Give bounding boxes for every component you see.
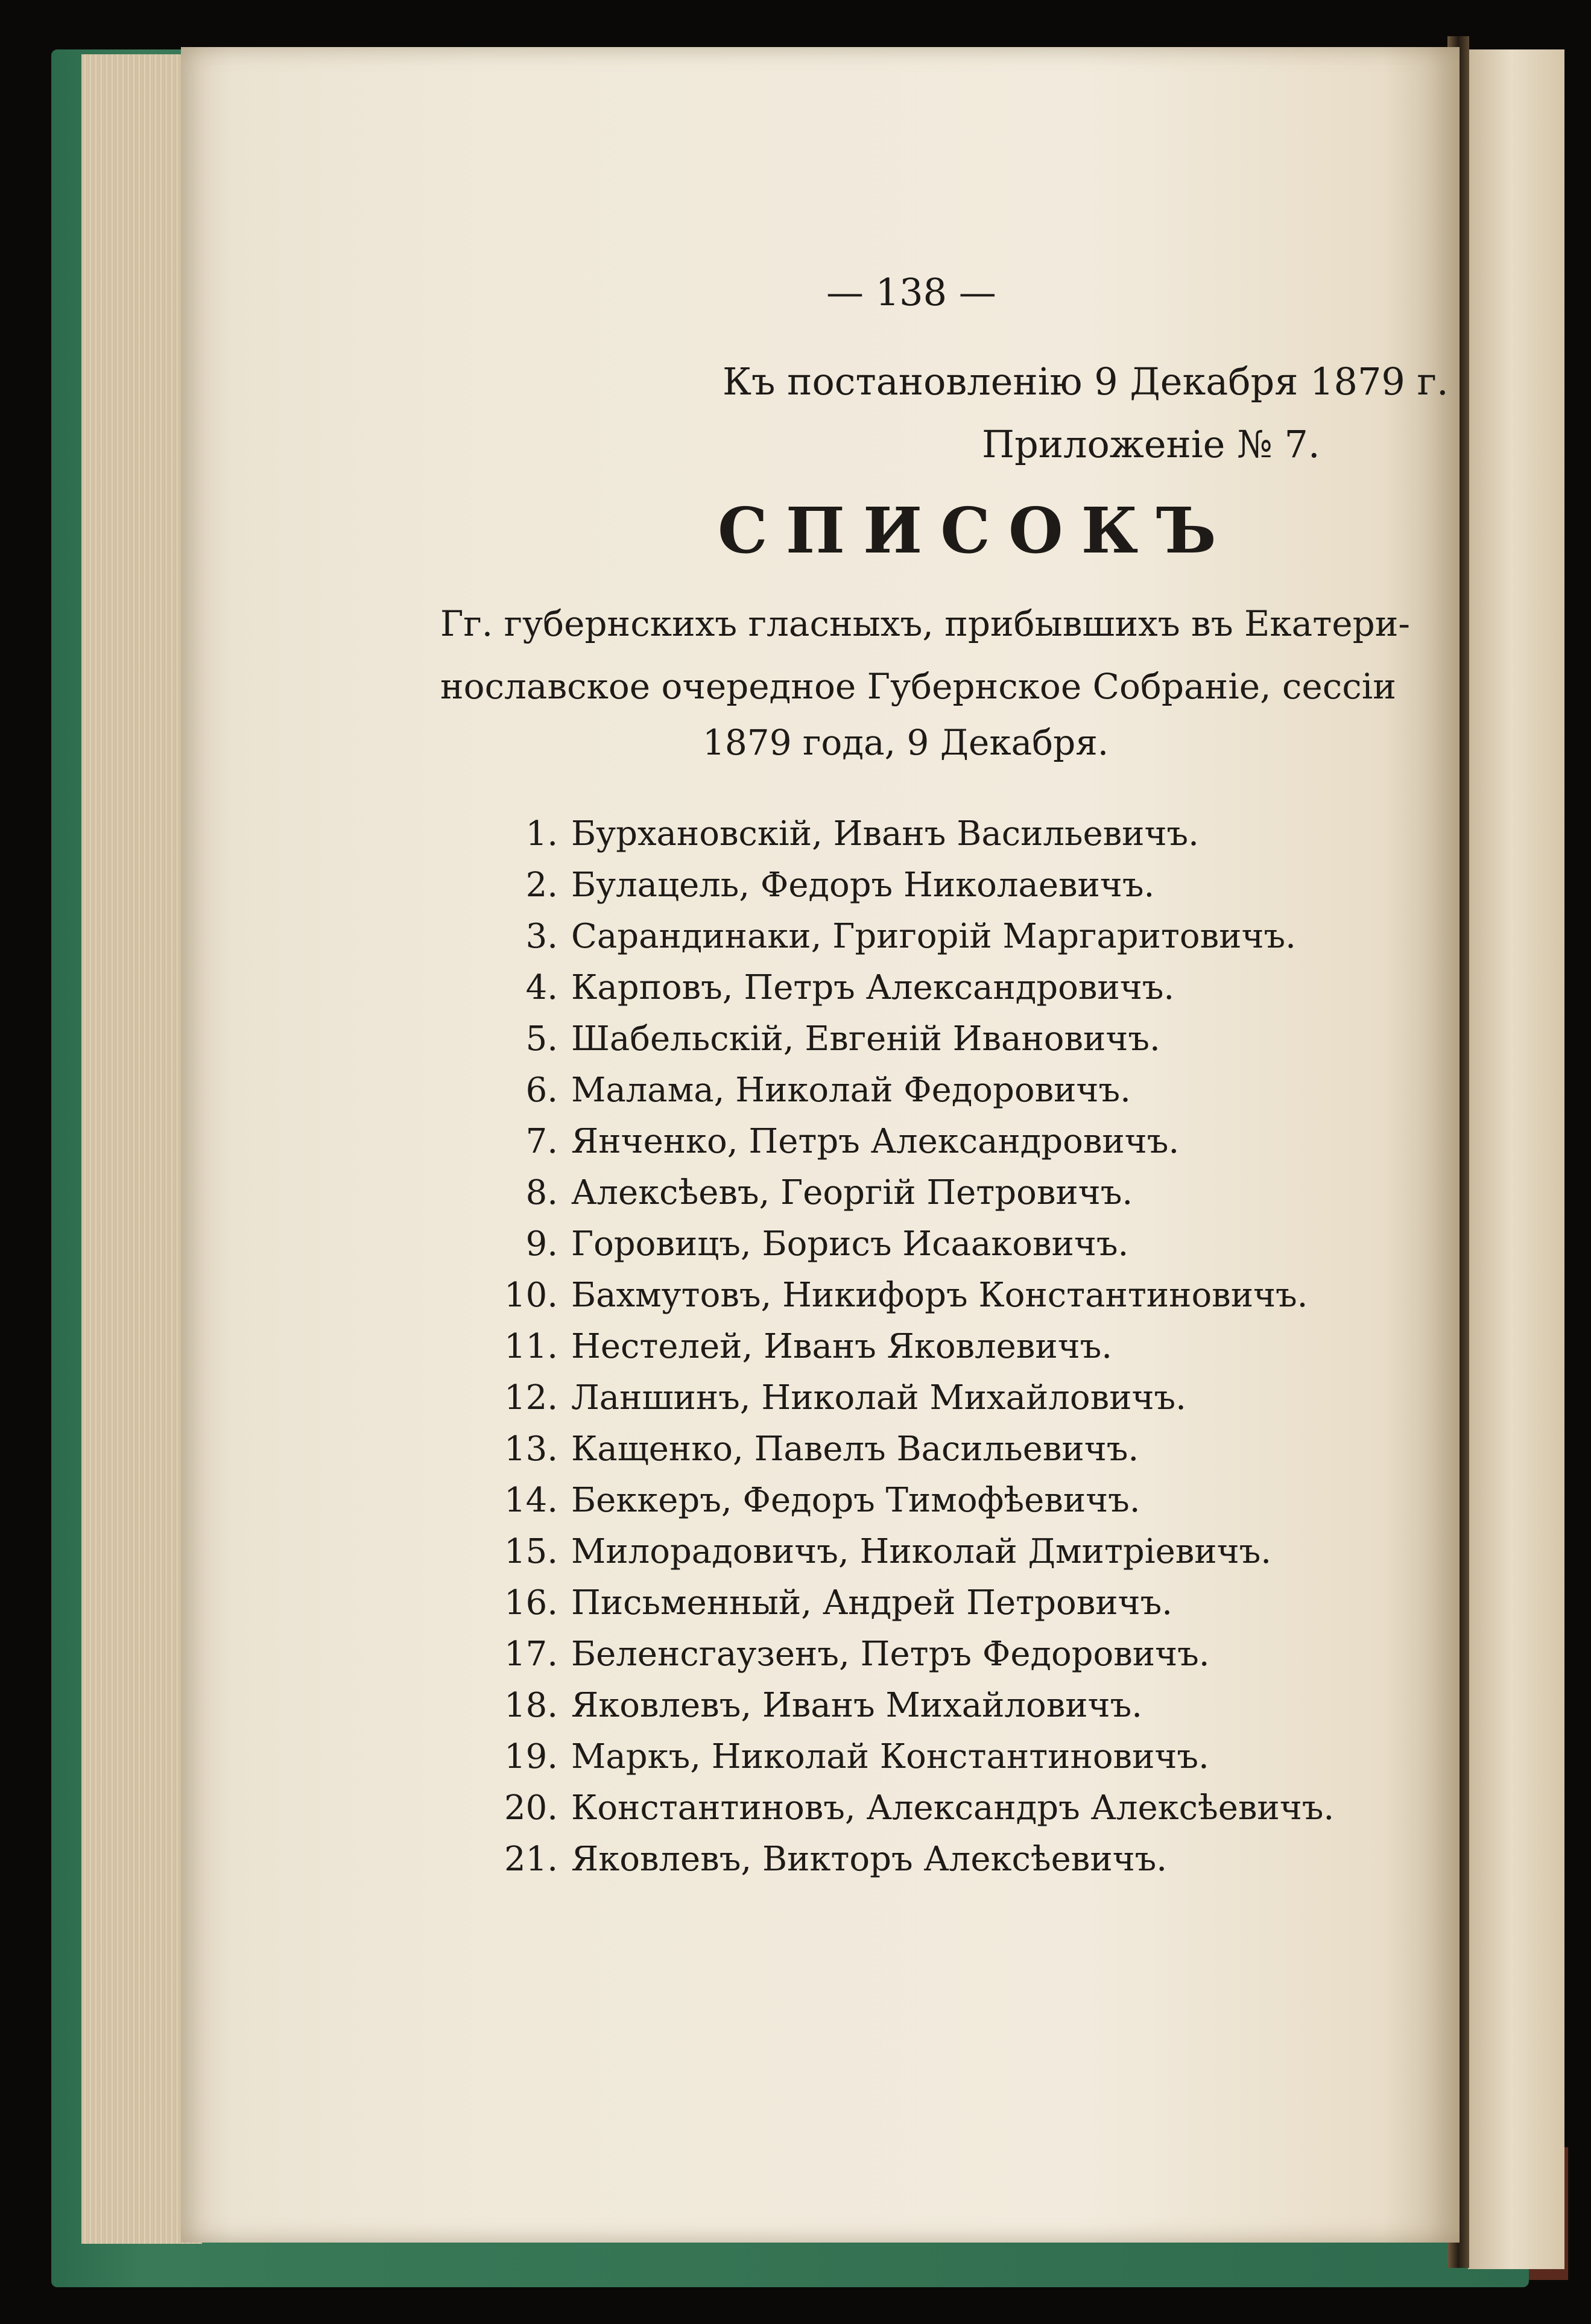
member-name: Маркъ, Николай Константиновичъ. [571, 1737, 1209, 1776]
subtitle-line-1: Гг. губернскихъ гласныхъ, прибывшихъ въ Екатери- [440, 603, 1410, 644]
list-item [495, 1321, 1334, 1372]
list-item [495, 1218, 1334, 1270]
member-name: Милорадовичъ, Николай Дмитріевичъ. [571, 1532, 1272, 1571]
appendix-label: Приложеніе № 7. [982, 422, 1320, 466]
item-number: 18. [504, 1686, 558, 1725]
member-name: Булацель, Федоръ Николаевичъ. [571, 866, 1155, 905]
list-item [495, 1475, 1334, 1526]
member-name: Янченко, Петръ Александровичъ. [571, 1122, 1180, 1161]
item-number: 15. [504, 1532, 558, 1571]
member-name: Алексѣевъ, Георгій Петровичъ. [571, 1173, 1133, 1212]
item-number: 16. [504, 1583, 558, 1623]
list-item [495, 1834, 1334, 1885]
member-name: Малама, Николай Федоровичъ. [571, 1071, 1131, 1110]
item-number: 12. [504, 1378, 558, 1417]
list-item [495, 1167, 1334, 1218]
member-name: Шабельскій, Евгеній Ивановичъ. [571, 1019, 1160, 1059]
item-number: 20. [504, 1788, 558, 1828]
list-item [495, 808, 1334, 860]
member-name: Сарандинаки, Григорій Маргаритовичъ. [571, 917, 1296, 956]
member-name: Константиновъ, Александръ Алексѣевичъ. [571, 1788, 1335, 1828]
list-item [495, 1372, 1334, 1423]
item-number: 3. [525, 917, 558, 956]
item-number: 9. [525, 1224, 558, 1264]
item-number: 4. [525, 968, 558, 1007]
facing-page [1468, 49, 1564, 2269]
member-name: Карповъ, Петръ Александровичъ. [571, 968, 1175, 1007]
member-name: Беккеръ, Федоръ Тимофѣевичъ. [571, 1481, 1140, 1520]
item-number: 5. [525, 1019, 558, 1059]
member-name: Кащенко, Павелъ Васильевичъ. [571, 1430, 1139, 1469]
member-name: Бурхановскій, Иванъ Васильевичъ. [571, 814, 1199, 853]
item-number: 13. [504, 1430, 558, 1469]
item-number: 7. [525, 1122, 558, 1161]
members-list [495, 808, 1334, 1885]
item-number: 17. [504, 1635, 558, 1674]
item-number: 2. [525, 866, 558, 905]
member-name: Беленсгаузенъ, Петръ Федоровичъ. [571, 1635, 1210, 1674]
member-name: Яковлевъ, Иванъ Михайловичъ. [571, 1686, 1142, 1725]
member-name: Яковлевъ, Викторъ Алексѣевичъ. [571, 1840, 1168, 1879]
member-name: Письменный, Андрей Петровичъ. [571, 1583, 1173, 1623]
member-name: Горовицъ, Борисъ Исааковичъ. [571, 1224, 1129, 1264]
list-item [495, 1065, 1334, 1116]
list-item [495, 1423, 1334, 1475]
member-name: Бахмутовъ, Никифоръ Константиновичъ. [571, 1276, 1308, 1315]
item-number: 8. [525, 1173, 558, 1212]
list-item [495, 1731, 1334, 1782]
list-item [495, 1526, 1334, 1577]
list-item [495, 1680, 1334, 1731]
item-number: 10. [504, 1276, 558, 1315]
page-number: — 138 — [826, 270, 996, 314]
item-number: 21. [504, 1840, 558, 1879]
subtitle-line-2: нославское очередное Губернское Собраніе, сессіи [440, 666, 1396, 707]
subtitle-line-3: 1879 года, 9 Декабря. [703, 722, 1109, 763]
list-item [495, 1116, 1334, 1167]
list-item [495, 962, 1334, 1013]
item-number: 14. [504, 1481, 558, 1520]
list-item [495, 1270, 1334, 1321]
member-name: Нестелей, Иванъ Яковлевичъ. [571, 1327, 1113, 1366]
item-number: 19. [504, 1737, 558, 1776]
list-item [495, 860, 1334, 911]
list-item [495, 1013, 1334, 1065]
list-item [495, 1577, 1334, 1629]
member-name: Ланшинъ, Николай Михайловичъ. [571, 1378, 1186, 1417]
list-item [495, 1782, 1334, 1834]
item-number: 6. [525, 1071, 558, 1110]
list-title: СПИСОКЪ [718, 493, 1235, 568]
item-number: 1. [525, 814, 558, 853]
item-number: 11. [504, 1327, 558, 1366]
list-item [495, 911, 1334, 962]
list-item [495, 1629, 1334, 1680]
decree-reference: Къ постановленію 9 Декабря 1879 г. [723, 359, 1449, 404]
